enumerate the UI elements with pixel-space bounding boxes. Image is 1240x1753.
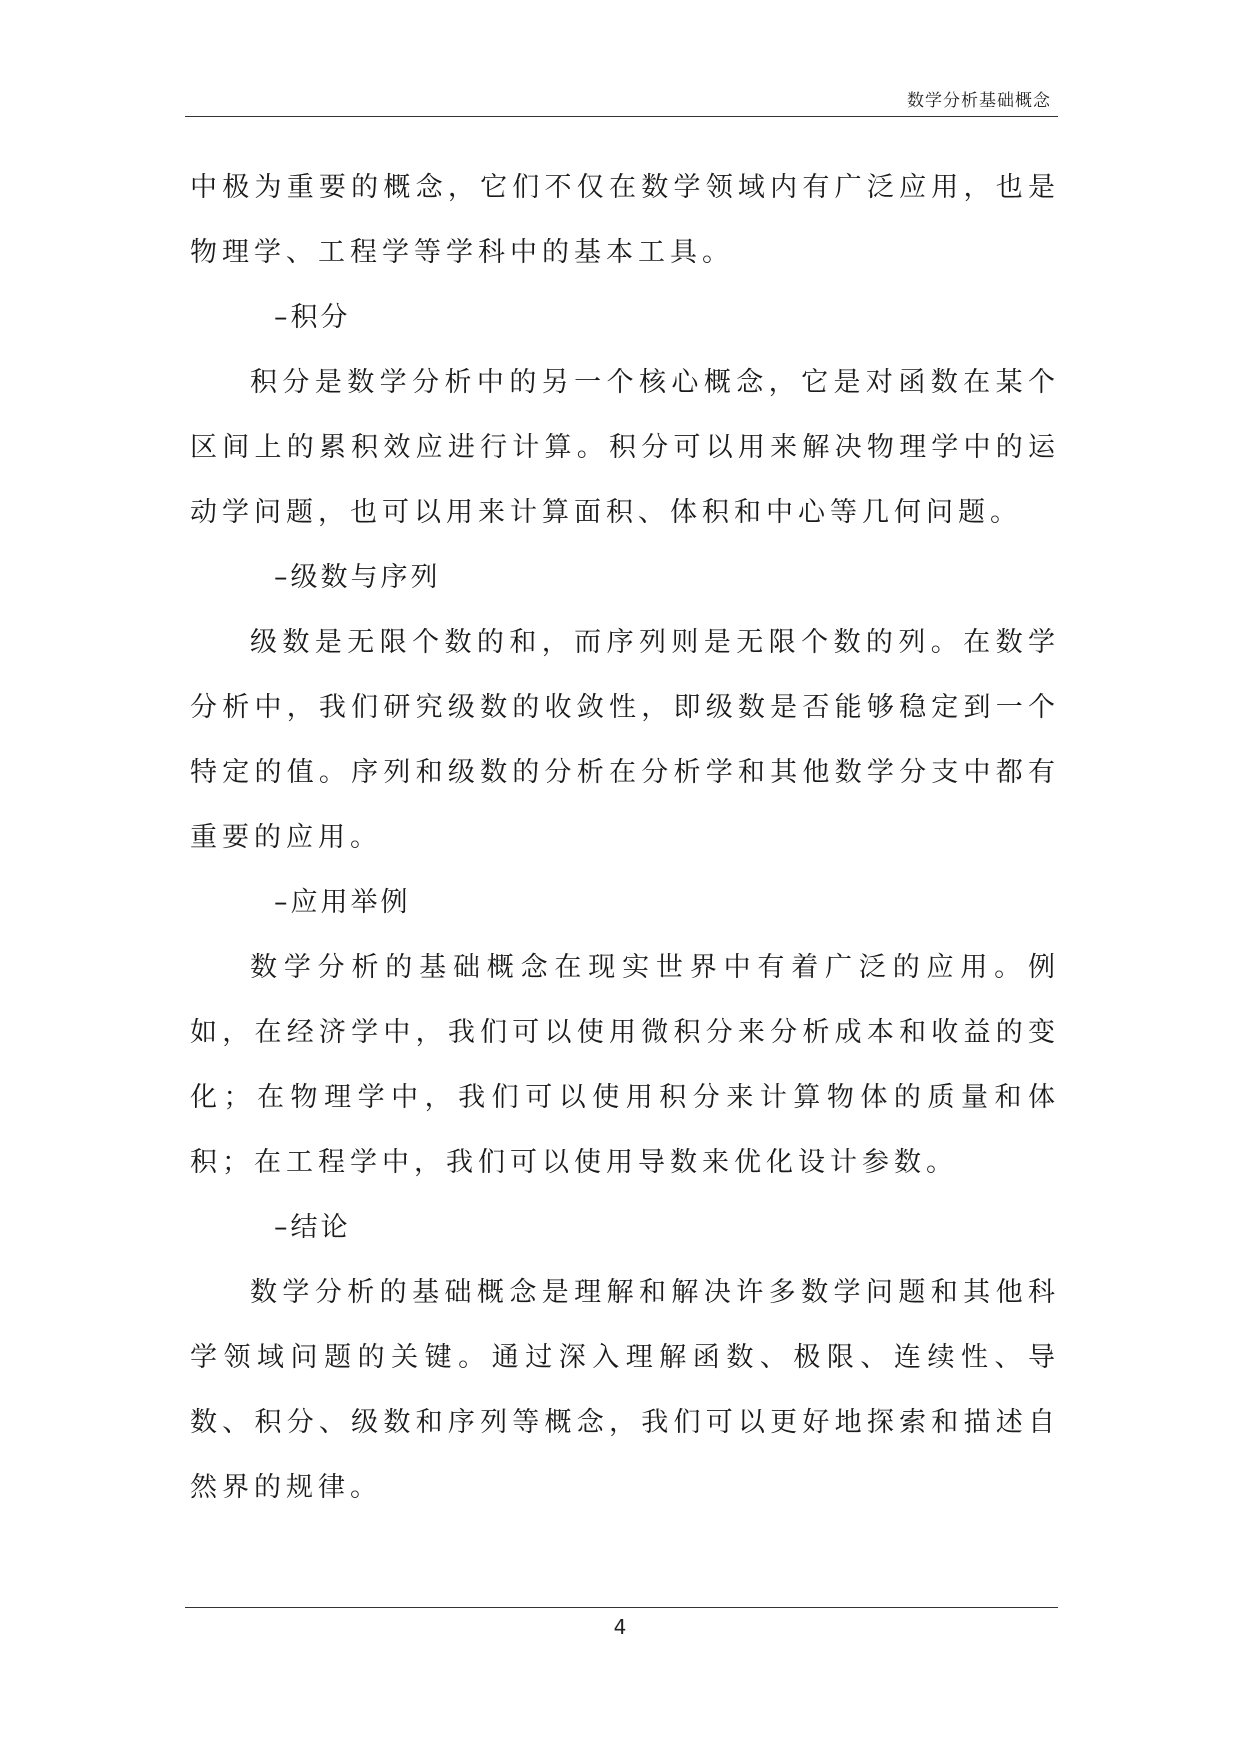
document-body xyxy=(190,155,1060,1520)
header-divider xyxy=(185,116,1058,117)
section-heading-conclusion: –结论 xyxy=(274,1212,351,1243)
paragraph-series: 级数是无限个数的和，而序列则是无限个数的列。在数学分析中，我们研究级数的收敛性，即级数是否能够稳定到一个特定的值。序列和级数的分析在分析学和其他数学分支中都有重要的应用。 xyxy=(190,627,1060,853)
paragraph-conclusion: 数学分析的基础概念是理解和解决许多数学问题和其他科学领域问题的关键。通过深入理解函数、极限、连续性、导数、积分、级数和序列等概念，我们可以更好地探索和描述自然界的规律。 xyxy=(190,1277,1060,1503)
section-heading-applications: –应用举例 xyxy=(274,887,411,918)
page-number: 4 xyxy=(613,1615,627,1639)
running-header-title: 数学分析基础概念 xyxy=(907,91,1051,111)
paragraph-applications: 数学分析的基础概念在现实世界中有着广泛的应用。例如，在经济学中，我们可以使用微积分来分析成本和收益的变化；在物理学中，我们可以使用积分来计算物体的质量和体积；在工程学中，我们可以使用导数来优化设计参数。 xyxy=(190,952,1060,1178)
footer-divider xyxy=(185,1607,1058,1608)
paragraph-continuation: 中极为重要的概念，它们不仅在数学领域内有广泛应用，也是物理学、工程学等学科中的基本工具。 xyxy=(190,172,1060,268)
section-heading-series: –级数与序列 xyxy=(274,562,441,593)
section-heading-integral: –积分 xyxy=(274,302,351,333)
paragraph-integral: 积分是数学分析中的另一个核心概念，它是对函数在某个区间上的累积效应进行计算。积分可以用来解决物理学中的运动学问题，也可以用来计算面积、体积和中心等几何问题。 xyxy=(190,367,1060,528)
